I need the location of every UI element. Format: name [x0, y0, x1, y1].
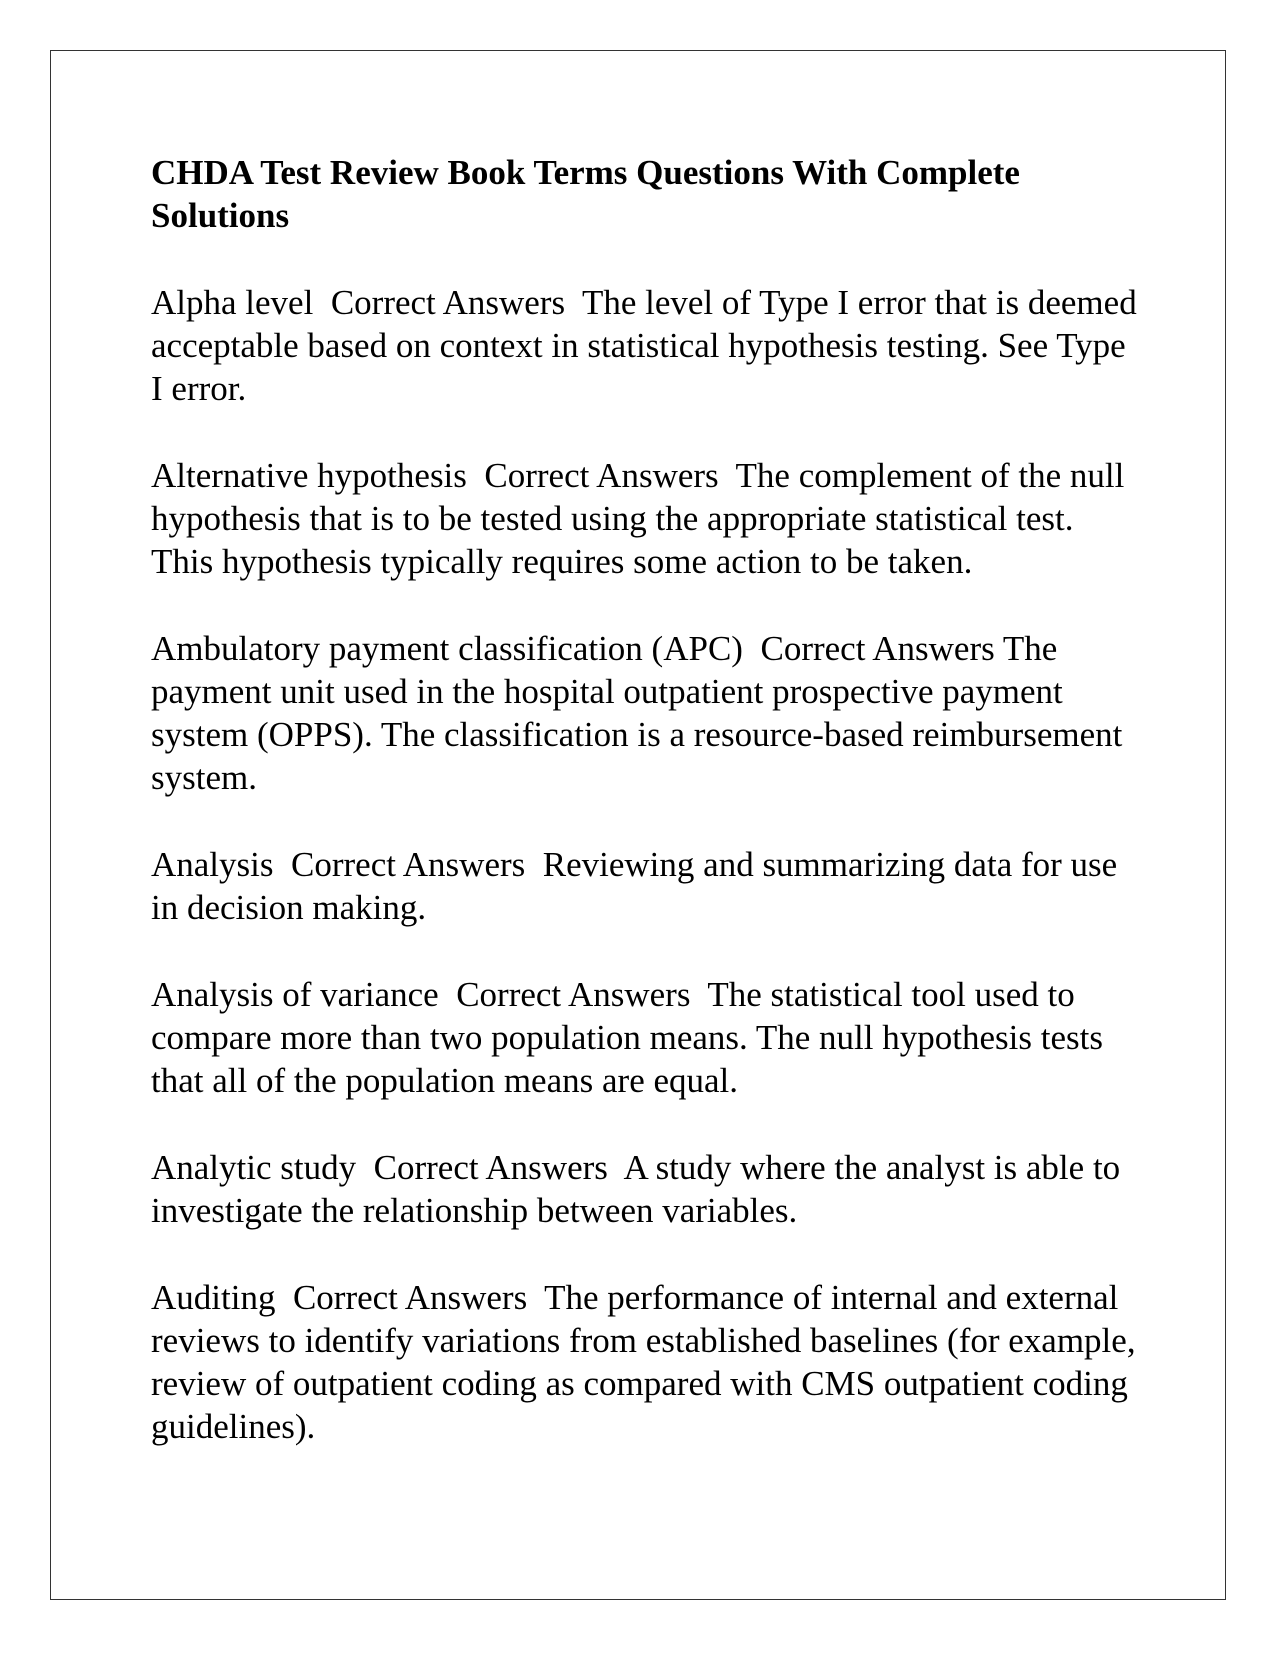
entry-definition: The complement of the null hypothesis that is to be tested using the appropriate statistical test. This hypothesis typically requires some action to be taken. — [151, 456, 1134, 581]
entry-auditing — [151, 1276, 1145, 1448]
entry-answer-marker: Correct Answers — [330, 283, 566, 322]
entry-answer-marker: Correct Answers — [456, 975, 691, 1014]
entry-term: Ambulatory payment classification (APC) — [151, 629, 743, 668]
entry-definition: The level of Type I error that is deemed acceptable based on context in statistical hypothesis testing. See Type I error. — [151, 283, 1146, 408]
entry-definition: A study where the analyst is able to investigate the relationship between variables. — [151, 1148, 1129, 1230]
entry-definition: The payment unit used in the hospital outpatient prospective payment system (OPPS). The classification is a resource-based reimbursement system. — [151, 629, 1132, 797]
entry-term: Analysis of variance — [151, 975, 439, 1014]
entry-term: Analytic study — [151, 1148, 357, 1187]
document-title: CHDA Test Review Book Terms Questions With Complete Solutions — [151, 153, 1020, 235]
entry-definition: Reviewing and summarizing data for use in decision making. — [151, 845, 1126, 927]
document-body — [151, 151, 1146, 1492]
entry-term: Analysis — [151, 845, 274, 884]
entry-definition: The statistical tool used to compare more than two population means. The null hypothesis tests that all of the population means are equal. — [151, 975, 1112, 1100]
entry-term: Alternative hypothesis — [151, 456, 467, 495]
entry-term: Auditing — [151, 1278, 276, 1317]
entry-definition: The performance of internal and external reviews to identify variations from established baselines (for example, review of outpatient coding as compared with CMS outpatient coding guidelines). — [151, 1278, 1145, 1446]
entry-term: Alpha level — [151, 283, 314, 322]
entry-ambulatory-payment-classification — [151, 627, 1141, 799]
entry-answer-marker: Correct Answers — [292, 1278, 528, 1317]
entry-answer-marker: Correct Answers — [760, 629, 995, 668]
entry-analysis-of-variance — [151, 973, 1141, 1102]
entry-answer-marker: Correct Answers — [291, 845, 526, 884]
entry-analytic-study — [151, 1146, 1141, 1232]
entry-alternative-hypothesis — [151, 454, 1141, 583]
entry-analysis — [151, 843, 1141, 929]
entry-alpha-level — [151, 281, 1146, 410]
entry-answer-marker: Correct Answers — [484, 456, 719, 495]
entry-answer-marker: Correct Answers — [373, 1148, 608, 1187]
